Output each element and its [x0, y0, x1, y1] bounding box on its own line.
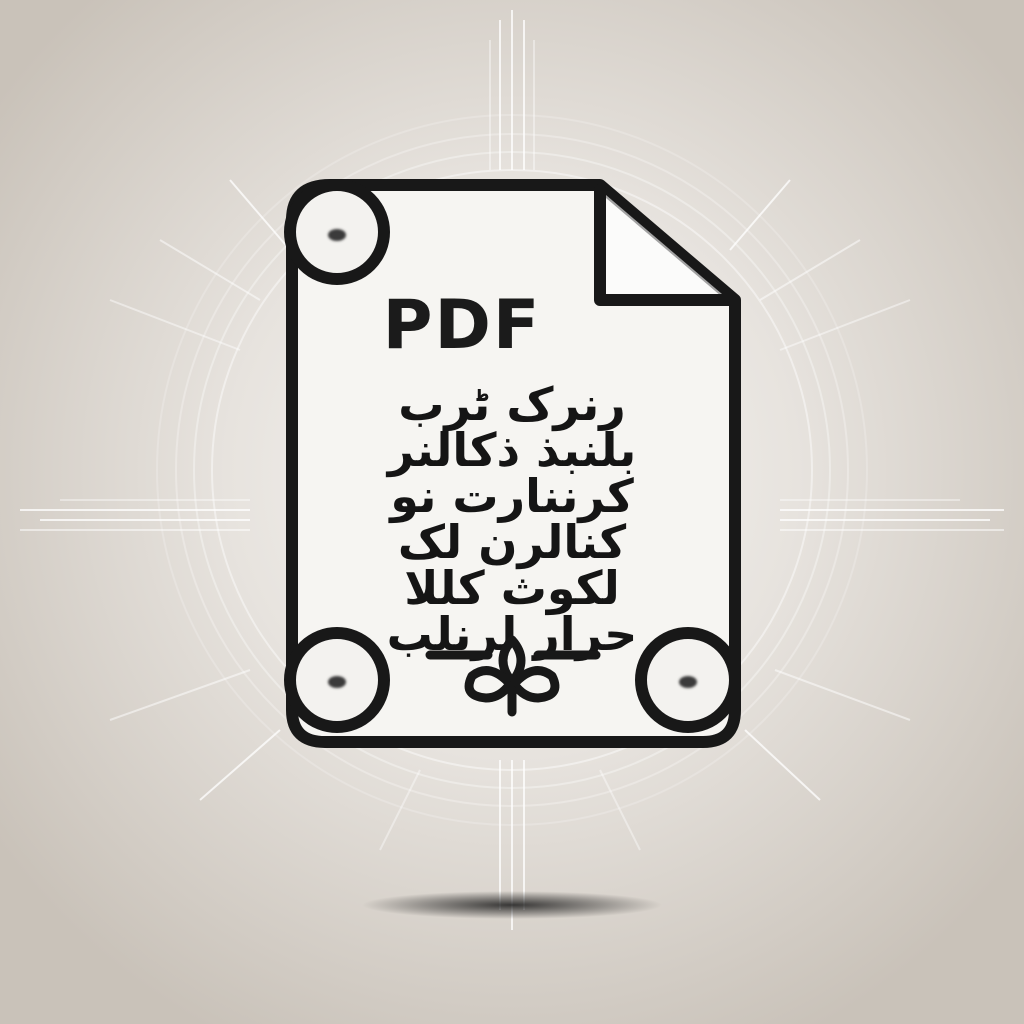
text-line: کنالرن لک — [397, 515, 627, 569]
floor-shadow — [362, 891, 662, 919]
text-line: کرننارت نو — [390, 469, 634, 523]
pdf-label: PDF — [382, 286, 542, 365]
text-line: رنرک ٹرب — [398, 377, 626, 431]
text-line: بلنبذ ذکالنر — [387, 423, 637, 477]
text-line: حرار لرنلب — [386, 607, 638, 661]
text-line: لکوث کللا — [404, 561, 620, 615]
document-text-block — [386, 377, 638, 661]
